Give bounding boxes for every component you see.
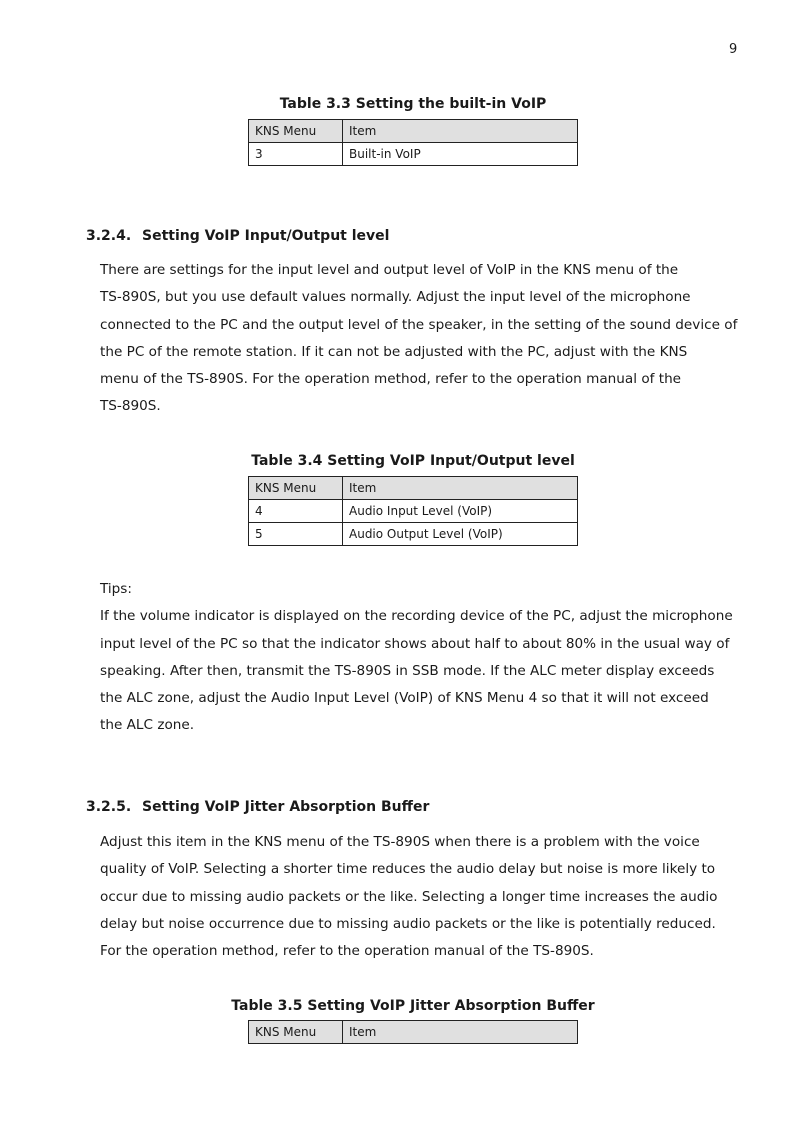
text-line: the ALC zone, adjust the Audio Input Level (VoIP) of KNS Menu 4 so that it will not exceed [100, 690, 709, 707]
text-line: delay but noise occurrence due to missing audio packets or the like is potentially reduced. [100, 915, 716, 932]
header-cell: KNS Menu [249, 1021, 343, 1044]
text-line: input level of the PC so that the indicator shows about half to about 80% in the usual way of [100, 635, 730, 652]
text-line: speaking. After then, transmit the TS-890S in SSB mode. If the ALC meter display exceeds [100, 662, 715, 679]
table-cell: 3 [249, 143, 343, 166]
text-line: TS-890S, but you use default values normally. Adjust the input level of the microphone [100, 289, 691, 306]
section-3-2-4-heading [86, 228, 389, 244]
section-title: Setting VoIP Input/Output level [142, 228, 390, 244]
table-cell: Audio Input Level (VoIP) [343, 500, 578, 523]
header-cell: Item [343, 1021, 578, 1044]
section-number: 3.2.5. [86, 799, 132, 815]
table-header-row [249, 1021, 578, 1044]
table-row [249, 500, 578, 523]
text-line: TS-890S. [100, 398, 161, 415]
text-line: connected to the PC and the output level of the speaker, in the setting of the sound device of [100, 316, 738, 333]
section-3-2-5-heading [86, 799, 429, 815]
header-cell: Item [343, 120, 578, 143]
text-line: There are settings for the input level and output level of VoIP in the KNS menu of the [100, 262, 679, 278]
table-cell: 4 [249, 500, 343, 523]
table-3-3 [248, 119, 578, 166]
header-cell: Item [343, 477, 578, 500]
table-3-4 [248, 476, 578, 546]
tips-block [100, 576, 750, 740]
text-line: the PC of the remote station. If it can not be adjusted with the PC, adjust with the KNS [100, 343, 688, 360]
section-3-2-4-paragraph [100, 257, 750, 421]
text-line: the ALC zone. [100, 717, 195, 734]
text-line: If the volume indicator is displayed on the recording device of the PC, adjust the microphone [100, 608, 733, 625]
section-number: 3.2.4. [86, 228, 132, 244]
page-number: 9 [729, 42, 738, 57]
text-line: Adjust this item in the KNS menu of the TS-890S when there is a problem with the voice [100, 834, 700, 850]
table-3-4-caption: Table 3.4 Setting VoIP Input/Output level [251, 453, 575, 469]
table-cell: Built-in VoIP [343, 143, 578, 166]
header-cell: KNS Menu [249, 120, 343, 143]
tips-label: Tips: [100, 581, 132, 597]
section-3-2-5-paragraph [100, 829, 750, 965]
table-3-3-caption: Table 3.3 Setting the built-in VoIP [279, 96, 547, 112]
header-cell: KNS Menu [249, 477, 343, 500]
text-line: For the operation method, refer to the operation manual of the TS-890S. [100, 943, 594, 960]
table-3-5 [248, 1020, 578, 1044]
table-row [249, 143, 578, 166]
table-cell: 5 [249, 523, 343, 546]
section-title: Setting VoIP Jitter Absorption Buffer [142, 799, 430, 815]
table-3-5-caption: Table 3.5 Setting VoIP Jitter Absorption Buffer [231, 998, 595, 1014]
table-cell: Audio Output Level (VoIP) [343, 523, 578, 546]
table-row [249, 523, 578, 546]
text-line: quality of VoIP. Selecting a shorter time reduces the audio delay but noise is more likely to [100, 861, 716, 878]
table-header-row [249, 120, 578, 143]
text-line: occur due to missing audio packets or the like. Selecting a longer time increases the audio [100, 888, 718, 905]
table-header-row [249, 477, 578, 500]
text-line: menu of the TS-890S. For the operation method, refer to the operation manual of the [100, 371, 682, 388]
